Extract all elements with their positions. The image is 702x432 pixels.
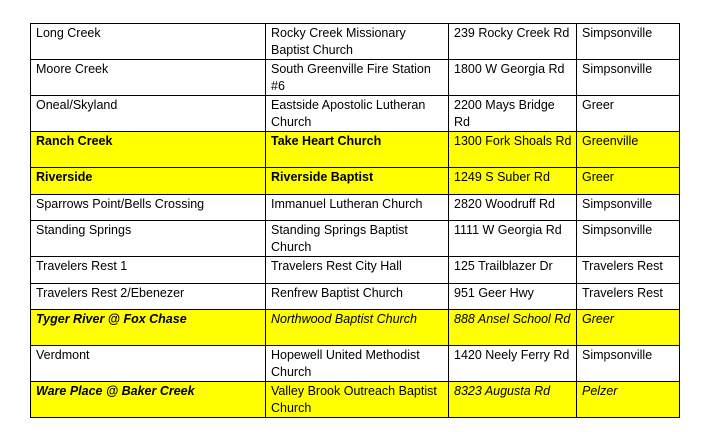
location-cell: Northwood Baptist Church bbox=[266, 310, 449, 346]
address-cell: 888 Ansel School Rd bbox=[449, 310, 577, 346]
address-cell: 239 Rocky Creek Rd bbox=[449, 24, 577, 60]
precinct-cell: Oneal/Skyland bbox=[31, 96, 266, 132]
city-cell: Simpsonville bbox=[577, 60, 680, 96]
table-row bbox=[31, 221, 680, 257]
address-cell: 1800 W Georgia Rd bbox=[449, 60, 577, 96]
precinct-cell: Long Creek bbox=[31, 24, 266, 60]
city-cell: Greenville bbox=[577, 132, 680, 168]
table-row bbox=[31, 284, 680, 310]
address-cell: 8323 Augusta Rd bbox=[449, 382, 577, 418]
city-cell: Greer bbox=[577, 96, 680, 132]
table-row-highlighted bbox=[31, 382, 680, 418]
table-row-highlighted bbox=[31, 132, 680, 168]
city-cell: Simpsonville bbox=[577, 346, 680, 382]
address-cell: 951 Geer Hwy bbox=[449, 284, 577, 310]
precinct-cell: Travelers Rest 2/Ebenezer bbox=[31, 284, 266, 310]
address-cell: 1420 Neely Ferry Rd bbox=[449, 346, 577, 382]
location-cell: Renfrew Baptist Church bbox=[266, 284, 449, 310]
table-row bbox=[31, 96, 680, 132]
city-cell: Greer bbox=[577, 168, 680, 195]
precinct-cell: Standing Springs bbox=[31, 221, 266, 257]
table-row-highlighted bbox=[31, 310, 680, 346]
address-cell: 1300 Fork Shoals Rd bbox=[449, 132, 577, 168]
location-cell: Travelers Rest City Hall bbox=[266, 257, 449, 284]
location-cell: Immanuel Lutheran Church bbox=[266, 195, 449, 221]
table-row bbox=[31, 195, 680, 221]
city-cell: Simpsonville bbox=[577, 195, 680, 221]
city-cell: Greer bbox=[577, 310, 680, 346]
table-row bbox=[31, 257, 680, 284]
precinct-cell: Sparrows Point/Bells Crossing bbox=[31, 195, 266, 221]
location-cell: Eastside Apostolic Lutheran Church bbox=[266, 96, 449, 132]
location-cell: Valley Brook Outreach Baptist Church bbox=[266, 382, 449, 418]
location-cell: Riverside Baptist bbox=[266, 168, 449, 195]
precinct-cell: Travelers Rest 1 bbox=[31, 257, 266, 284]
address-cell: 125 Trailblazer Dr bbox=[449, 257, 577, 284]
precinct-cell: Moore Creek bbox=[31, 60, 266, 96]
address-cell: 1111 W Georgia Rd bbox=[449, 221, 577, 257]
table-row-highlighted bbox=[31, 168, 680, 195]
address-cell: 1249 S Suber Rd bbox=[449, 168, 577, 195]
city-cell: Travelers Rest bbox=[577, 284, 680, 310]
table-row bbox=[31, 60, 680, 96]
precinct-cell: Verdmont bbox=[31, 346, 266, 382]
precinct-cell: Tyger River @ Fox Chase bbox=[31, 310, 266, 346]
location-cell: Standing Springs Baptist Church bbox=[266, 221, 449, 257]
table-row bbox=[31, 346, 680, 382]
city-cell: Travelers Rest bbox=[577, 257, 680, 284]
location-cell: South Greenville Fire Station #6 bbox=[266, 60, 449, 96]
address-cell: 2200 Mays Bridge Rd bbox=[449, 96, 577, 132]
city-cell: Simpsonville bbox=[577, 24, 680, 60]
address-cell: 2820 Woodruff Rd bbox=[449, 195, 577, 221]
precinct-cell: Ranch Creek bbox=[31, 132, 266, 168]
precinct-cell: Ware Place @ Baker Creek bbox=[31, 382, 266, 418]
city-cell: Pelzer bbox=[577, 382, 680, 418]
precinct-cell: Riverside bbox=[31, 168, 266, 195]
polling-locations-table bbox=[30, 23, 680, 418]
table-row bbox=[31, 24, 680, 60]
location-cell: Take Heart Church bbox=[266, 132, 449, 168]
city-cell: Simpsonville bbox=[577, 221, 680, 257]
location-cell: Hopewell United Methodist Church bbox=[266, 346, 449, 382]
location-cell: Rocky Creek Missionary Baptist Church bbox=[266, 24, 449, 60]
